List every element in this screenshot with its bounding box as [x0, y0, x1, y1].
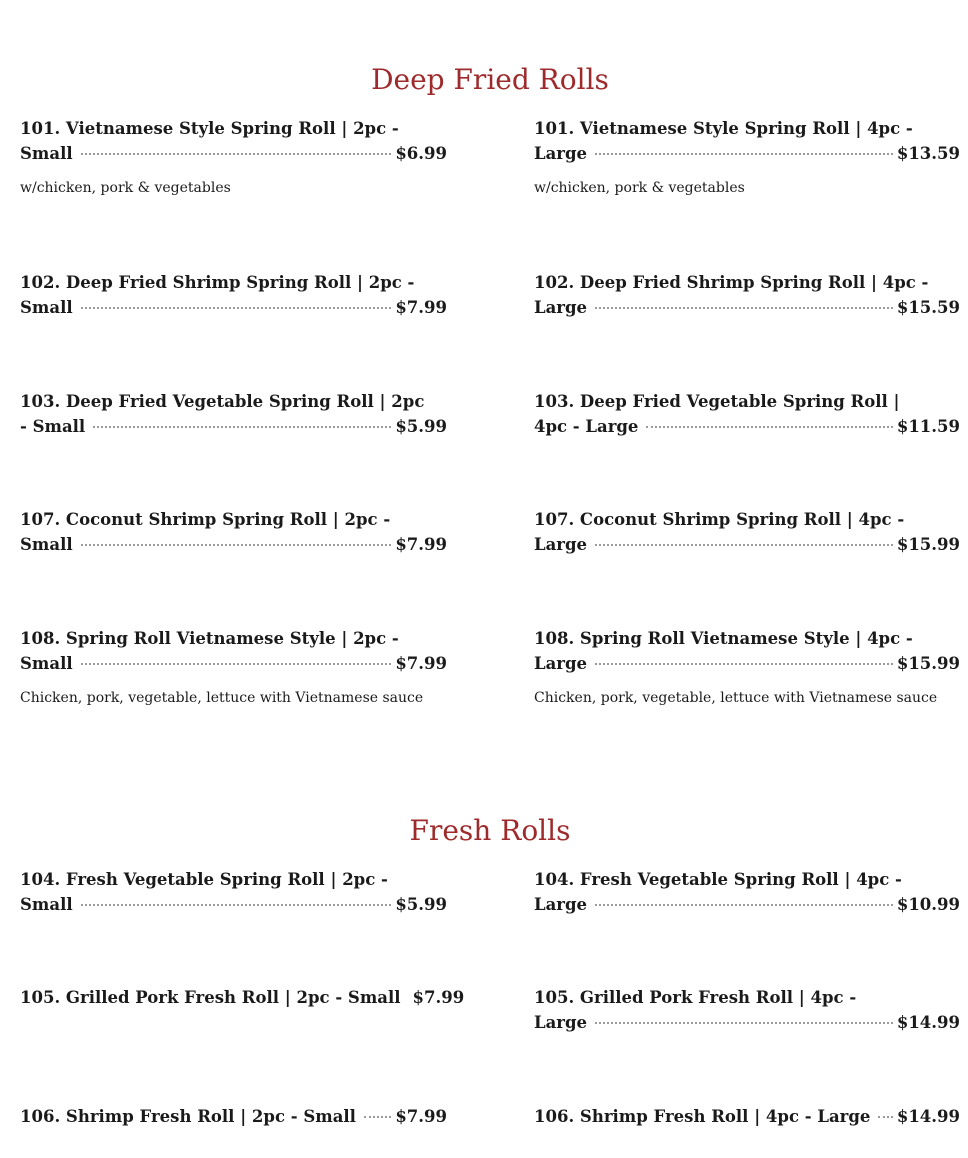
- item-price-line: [20, 295, 447, 320]
- item-price: $15.59: [896, 298, 960, 317]
- dot-leader: [595, 663, 893, 665]
- menu-item[interactable]: [20, 507, 447, 557]
- menu-item[interactable]: [20, 626, 447, 708]
- item-name: 101. Vietnamese Style Spring Roll | 4pc -: [534, 119, 913, 138]
- item-price-line: [534, 1010, 960, 1035]
- item-price-line: [20, 414, 447, 439]
- item-price: $14.99: [896, 1107, 960, 1126]
- item-name: 102. Deep Fried Shrimp Spring Roll | 4pc -: [534, 273, 929, 292]
- item-price: $7.99: [395, 298, 447, 317]
- item-description: w/chicken, pork & vegetables: [534, 180, 745, 196]
- dot-leader: [81, 153, 392, 155]
- item-price: $7.99: [412, 988, 465, 1007]
- item-price: $14.99: [896, 1013, 960, 1032]
- item-name: 108. Spring Roll Vietnamese Style | 4pc -: [534, 629, 913, 648]
- item-name-cont: Small: [20, 298, 73, 317]
- item-price: $15.99: [896, 535, 960, 554]
- item-price-line: [534, 1104, 960, 1129]
- item-price-line: [20, 651, 447, 676]
- item-description: w/chicken, pork & vegetables: [20, 180, 231, 196]
- section-title: Fresh Rolls: [409, 814, 571, 847]
- menu-item[interactable]: [534, 507, 960, 557]
- item-price-line: [20, 532, 447, 557]
- item-price: $11.59: [896, 417, 960, 436]
- item-price: $7.99: [395, 535, 447, 554]
- item-price-line: [20, 1104, 447, 1129]
- dot-leader: [595, 153, 893, 155]
- item-price-line: [534, 414, 960, 439]
- item-name: 101. Vietnamese Style Spring Roll | 2pc -: [20, 119, 399, 138]
- item-name: 107. Coconut Shrimp Spring Roll | 4pc -: [534, 510, 905, 529]
- section-title: Deep Fried Rolls: [371, 63, 609, 96]
- item-price: $5.99: [395, 895, 447, 914]
- item-price-line: [534, 892, 960, 917]
- item-name: 107. Coconut Shrimp Spring Roll | 2pc -: [20, 510, 391, 529]
- dot-leader: [81, 904, 392, 906]
- menu-item[interactable]: [534, 270, 960, 320]
- item-name: 103. Deep Fried Vegetable Spring Roll |: [534, 392, 900, 411]
- item-name-cont: - Small: [20, 417, 86, 436]
- menu-item[interactable]: [534, 985, 960, 1035]
- item-price: $10.99: [896, 895, 960, 914]
- item-name-cont: 4pc - Large: [534, 417, 639, 436]
- item-name: 106. Shrimp Fresh Roll | 4pc - Large: [534, 1107, 871, 1126]
- menu-item[interactable]: [20, 389, 447, 439]
- item-price: $7.99: [395, 654, 447, 673]
- item-price: $7.99: [395, 1107, 447, 1126]
- item-name-cont: Large: [534, 535, 588, 554]
- dot-leader: [595, 307, 893, 309]
- item-name: 105. Grilled Pork Fresh Roll | 4pc -: [534, 988, 857, 1007]
- menu-item[interactable]: [534, 1104, 960, 1129]
- item-name-cont: Large: [534, 1013, 588, 1032]
- item-price: $5.99: [395, 417, 447, 436]
- item-price-line: [534, 141, 960, 166]
- item-name: 105. Grilled Pork Fresh Roll | 2pc - Small: [20, 988, 401, 1007]
- item-description: Chicken, pork, vegetable, lettuce with Vietnamese sauce: [20, 690, 424, 706]
- menu-item[interactable]: [534, 867, 960, 917]
- item-name: 108. Spring Roll Vietnamese Style | 2pc -: [20, 629, 399, 648]
- item-price: $13.59: [896, 144, 960, 163]
- item-name-cont: Small: [20, 895, 73, 914]
- item-name: 104. Fresh Vegetable Spring Roll | 2pc -: [20, 870, 388, 889]
- item-price-line: [534, 295, 960, 320]
- menu-item[interactable]: [534, 389, 960, 439]
- item-name: 102. Deep Fried Shrimp Spring Roll | 2pc -: [20, 273, 415, 292]
- item-price: $6.99: [395, 144, 447, 163]
- dot-leader: [81, 544, 392, 546]
- menu-item[interactable]: [20, 270, 447, 320]
- item-price-line: [20, 141, 447, 166]
- dot-leader: [364, 1116, 391, 1118]
- item-name: 104. Fresh Vegetable Spring Roll | 4pc -: [534, 870, 902, 889]
- item-name: 103. Deep Fried Vegetable Spring Roll | 2pc: [20, 392, 425, 411]
- item-name-cont: Small: [20, 535, 73, 554]
- menu-item[interactable]: [20, 116, 447, 198]
- item-description: Chicken, pork, vegetable, lettuce with Vietnamese sauce: [534, 690, 938, 706]
- item-price-line: [534, 532, 960, 557]
- item-name-cont: Large: [534, 144, 588, 163]
- menu-item[interactable]: [534, 626, 960, 708]
- dot-leader: [878, 1116, 892, 1118]
- dot-leader: [595, 904, 893, 906]
- item-price: $15.99: [896, 654, 960, 673]
- dot-leader: [81, 307, 392, 309]
- dot-leader: [93, 426, 391, 428]
- dot-leader: [595, 544, 893, 546]
- item-name-cont: Small: [20, 654, 73, 673]
- dot-leader: [595, 1022, 893, 1024]
- item-name-cont: Large: [534, 895, 588, 914]
- dot-leader: [81, 663, 392, 665]
- item-price-line: [534, 651, 960, 676]
- menu-item[interactable]: [20, 1104, 447, 1129]
- menu-item[interactable]: [20, 867, 447, 917]
- item-name-cont: Small: [20, 144, 73, 163]
- menu-item[interactable]: [534, 116, 960, 198]
- item-price-line: [20, 892, 447, 917]
- item-name-cont: Large: [534, 298, 588, 317]
- item-price-line: [20, 985, 465, 1010]
- menu-item[interactable]: [20, 985, 465, 1010]
- item-name-cont: Large: [534, 654, 588, 673]
- item-name: 106. Shrimp Fresh Roll | 2pc - Small: [20, 1107, 356, 1126]
- dot-leader: [646, 426, 892, 428]
